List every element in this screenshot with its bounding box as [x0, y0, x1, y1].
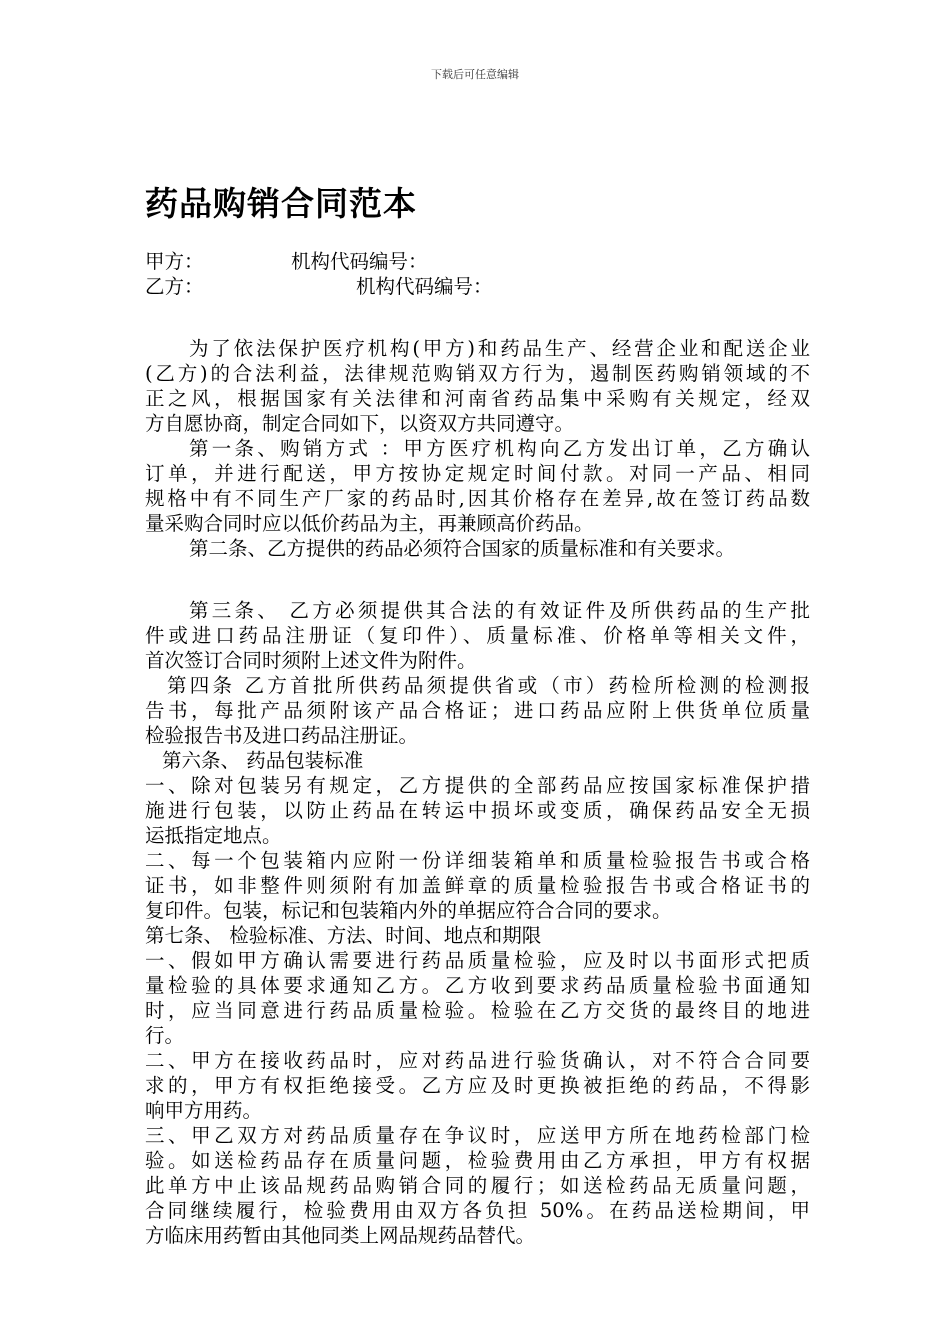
- article-7-item-line: 此单方中止该品规药品购销合同的履行；如送检药品无质量问题，: [145, 1174, 810, 1197]
- article-7-item-line: 量检验的具体要求通知乙方。乙方收到要求药品质量检验书面通知: [145, 974, 810, 997]
- party-a-label: 甲方：: [145, 250, 204, 273]
- article-7-item-line: 行。: [145, 1024, 185, 1047]
- article-3-line: 第三条、 乙方必须提供其合法的有效证件及所供药品的生产批: [189, 599, 810, 622]
- party-a-row: [145, 249, 810, 274]
- article-7-item-line: 时，应当同意进行药品质量检验。检验在乙方交货的最终目的地进: [145, 999, 810, 1022]
- header-note: 下载后可任意编辑: [431, 68, 519, 81]
- party-b-row: [145, 274, 810, 299]
- article-2-line: 第二条、乙方提供的药品必须符合国家的质量标准和有关要求。: [189, 537, 736, 560]
- article-7-item-line: 方临床用药暂由其他同类上网品规药品替代。: [145, 1224, 536, 1247]
- spacer: [145, 299, 810, 324]
- article-7-item-line: 响甲方用药。: [145, 1099, 263, 1122]
- article-7-item-line: 一、假如甲方确认需要进行药品质量检验，应及时以书面形式把质: [145, 949, 810, 972]
- article-7-item-line: 求的，甲方有权拒绝接受。乙方应及时更换被拒绝的药品，不得影: [145, 1074, 810, 1097]
- article-4-line: 检验报告书及进口药品注册证。: [145, 724, 419, 747]
- party-a-code-label: 机构代码编号：: [291, 250, 428, 273]
- article-6-item-line: 一、除对包装另有规定，乙方提供的全部药品应按国家标准保护措: [145, 774, 810, 797]
- article-6-heading: 第六条、 药品包装标准: [162, 749, 364, 772]
- article-1-line: 订单，并进行配送，甲方按协定规定时间付款。对同一产品、相同: [145, 462, 810, 485]
- preamble-line: 为了依法保护医疗机构(甲方)和药品生产、经营企业和配送企业: [189, 337, 810, 360]
- article-1-line: 量采购合同时应以低价药品为主，再兼顾高价药品。: [145, 512, 594, 535]
- article-6-item-line: 二、每一个包装箱内应附一份详细装箱单和质量检验报告书或合格: [145, 849, 810, 872]
- spacer: [145, 561, 810, 586]
- article-7-item-line: 三、甲乙双方对药品质量存在争议时，应送甲方所在地药检部门检: [145, 1124, 810, 1147]
- article-7-item-line: 二、甲方在接收药品时，应对药品进行验货确认，对不符合合同要: [145, 1049, 810, 1072]
- article-4-line: 第四条 乙方首批所供药品须提供省或（市）药检所检测的检测报: [167, 674, 810, 697]
- preamble-line: 正之风，根据国家有关法律和河南省药品集中采购有关规定，经双: [145, 387, 810, 410]
- article-1-line: 规格中有不同生产厂家的药品时,因其价格存在差异,故在签订药品数: [145, 487, 810, 510]
- article-6-item-line: 施进行包装，以防止药品在转运中损坏或变质，确保药品安全无损: [145, 799, 810, 822]
- preamble-line: 方自愿协商，制定合同如下，以资双方共同遵守。: [145, 412, 575, 435]
- spacer: [145, 586, 810, 598]
- article-4-line: 告书，每批产品须附该产品合格证；进口药品应附上供货单位质量: [145, 699, 810, 722]
- party-b-code-label: 机构代码编号：: [356, 275, 493, 298]
- article-7-heading: 第七条、 检验标准、方法、时间、地点和期限: [145, 924, 542, 947]
- article-6-item-line: 复印件。包装，标记和包装箱内外的单据应符合合同的要求。: [145, 899, 672, 922]
- document-body: [145, 249, 810, 1248]
- article-6-item-line: 运抵指定地点。: [145, 824, 282, 847]
- article-7-item-line: 验。如送检药品存在质量问题，检验费用由乙方承担，甲方有权据: [145, 1149, 810, 1172]
- article-1-line: 第一条、购销方式 ：甲方医疗机构向乙方发出订单，乙方确认: [189, 437, 810, 460]
- party-b-label: 乙方：: [145, 275, 204, 298]
- article-6-item-line: 证书，如非整件则须附有加盖鲜章的质量检验报告书或合格证书的: [145, 874, 810, 897]
- article-3-line: 件或进口药品注册证（复印件）、质量标准、价格单等相关文件，: [145, 624, 810, 647]
- preamble-line: (乙方)的合法利益，法律规范购销双方行为，遏制医药购销领域的不: [145, 362, 810, 385]
- document-title: 药品购销合同范本: [145, 184, 417, 223]
- article-7-item-line: 合同继续履行，检验费用由双方各负担 50%。在药品送检期间，甲: [145, 1199, 810, 1222]
- article-3-line: 首次签订合同时须附上述文件为附件。: [145, 649, 477, 672]
- spacer: [145, 324, 810, 336]
